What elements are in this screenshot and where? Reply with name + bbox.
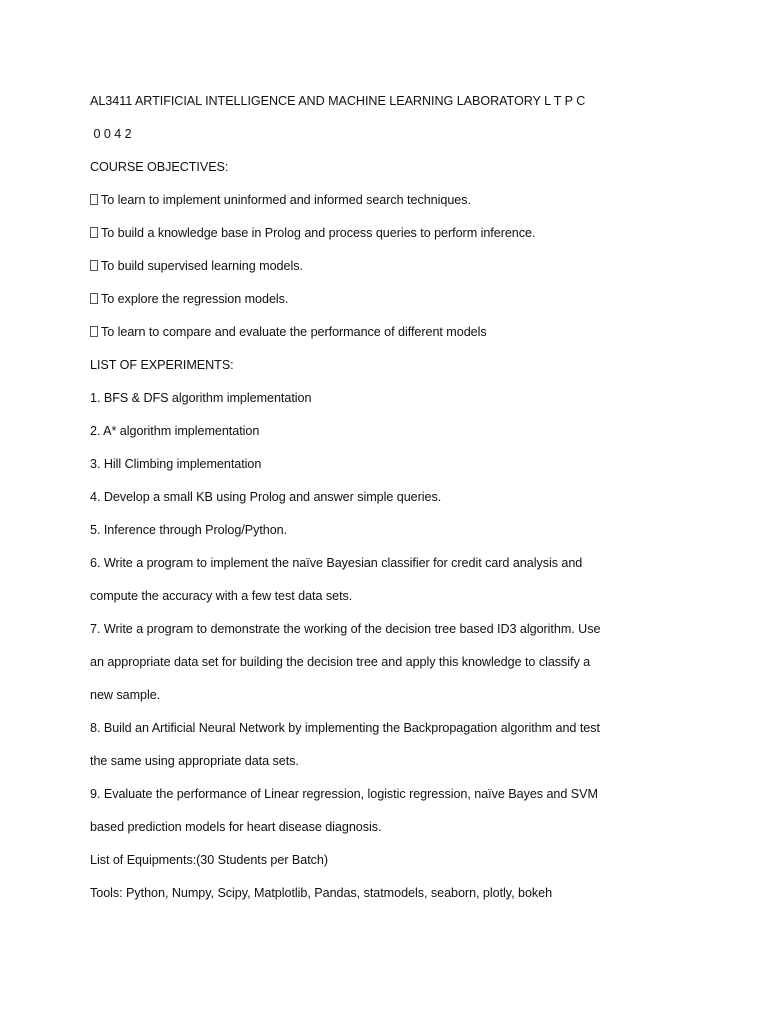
objective-text: To build supervised learning models.: [101, 259, 303, 273]
tools-line: Tools: Python, Numpy, Scipy, Matplotlib, Pandas, statmodels, seaborn, plotly, bokeh: [90, 886, 553, 900]
experiment-line: 3. Hill Climbing implementation: [90, 457, 262, 471]
objective-item: [90, 256, 730, 289]
objective-item: [90, 223, 730, 256]
missing-glyph-icon: [90, 260, 98, 271]
missing-glyph-icon: [90, 227, 98, 238]
missing-glyph-icon: [90, 194, 98, 205]
missing-glyph-icon: [90, 326, 98, 337]
experiment-line: 5. Inference through Prolog/Python.: [90, 523, 288, 537]
experiment-line: the same using appropriate data sets.: [90, 754, 299, 768]
experiments-heading: LIST OF EXPERIMENTS:: [90, 358, 234, 372]
experiment-line: 2. A* algorithm implementation: [90, 424, 260, 438]
objective-text: To explore the regression models.: [101, 292, 289, 306]
objective-item: [90, 190, 730, 223]
objectives-heading: COURSE OBJECTIVES:: [90, 160, 229, 174]
equipment-line: List of Equipments:(30 Students per Batch): [90, 853, 329, 867]
objective-item: [90, 289, 730, 322]
missing-glyph-icon: [90, 293, 98, 304]
experiment-line: 7. Write a program to demonstrate the working of the decision tree based ID3 algorithm. Use: [90, 622, 601, 636]
experiment-line: 1. BFS & DFS algorithm implementation: [90, 391, 312, 405]
experiment-line: new sample.: [90, 688, 161, 702]
experiment-line: compute the accuracy with a few test data sets.: [90, 589, 353, 603]
experiment-line: 4. Develop a small KB using Prolog and answer simple queries.: [90, 490, 442, 504]
experiment-line: an appropriate data set for building the decision tree and apply this knowledge to classify a: [90, 655, 591, 669]
objective-item: [90, 322, 730, 355]
experiment-line: 9. Evaluate the performance of Linear regression, logistic regression, naïve Bayes and SVM: [90, 787, 598, 801]
experiment-line: based prediction models for heart disease diagnosis.: [90, 820, 382, 834]
objective-text: To build a knowledge base in Prolog and process queries to perform inference.: [101, 226, 536, 240]
experiment-line: 8. Build an Artificial Neural Network by implementing the Backpropagation algorithm and test: [90, 721, 600, 735]
objective-text: To learn to implement uninformed and informed search techniques.: [101, 193, 471, 207]
course-title: AL3411 ARTIFICIAL INTELLIGENCE AND MACHINE LEARNING LABORATORY L T P C: [90, 94, 586, 108]
credits-line: 0 0 4 2: [90, 127, 132, 141]
document-text: [90, 91, 730, 916]
objective-text: To learn to compare and evaluate the performance of different models: [101, 325, 487, 339]
experiment-line: 6. Write a program to implement the naïve Bayesian classifier for credit card analysis and: [90, 556, 583, 570]
